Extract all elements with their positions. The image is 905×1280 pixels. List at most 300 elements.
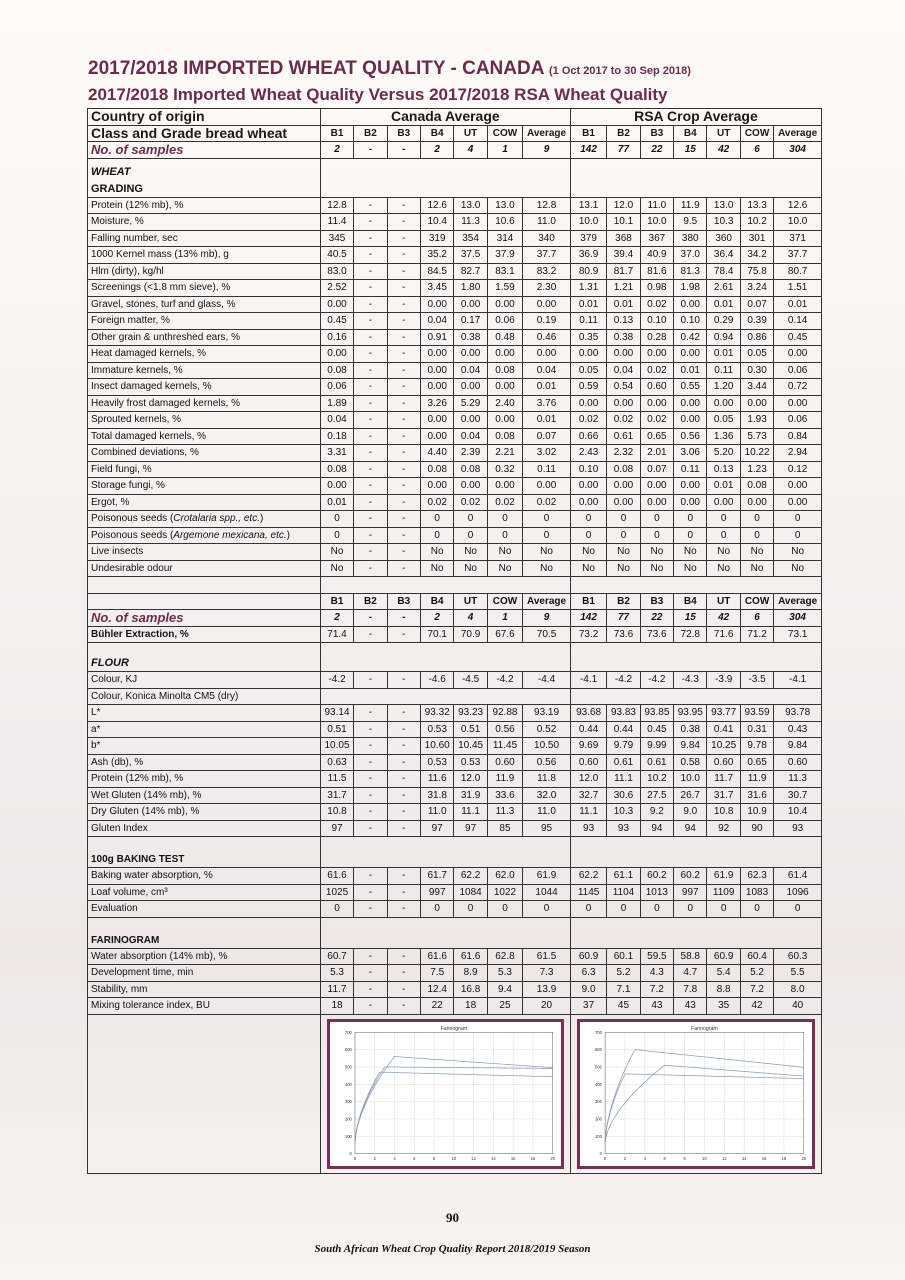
x-tick-label: 20 [550,1155,555,1161]
value-cell: 0.00 [607,478,640,495]
section-row [88,158,822,197]
value-cell: 0.06 [774,412,822,429]
value-cell: 0.46 [523,329,571,346]
value-cell: No [774,560,822,577]
value-cell: 0.00 [607,395,640,412]
column-header: B3 [640,593,673,610]
value-cell: 0 [320,511,353,528]
value-cell: 70.9 [454,626,487,643]
value-cell: - [387,527,420,544]
column-header: B1 [320,593,353,610]
value-cell: 35.2 [421,247,454,264]
value-cell: 40.9 [640,247,673,264]
value-cell: 11.1 [570,804,606,821]
value-cell: 11.7 [320,981,353,998]
value-cell: 62.8 [487,948,522,965]
y-tick-label: 100 [594,1133,602,1139]
value-cell: 0.00 [640,494,673,511]
value-cell: 0.02 [454,494,487,511]
label-species: Crotalaria spp., etc. [173,513,260,525]
value-cell: - [387,263,420,280]
chart-row [88,1014,822,1173]
value-cell: 61.6 [421,948,454,965]
value-cell: -4.5 [454,672,487,689]
value-cell: 1.31 [570,280,606,297]
x-tick-label: 14 [490,1155,496,1161]
value-cell: - [354,626,387,643]
value-cell: 37.7 [523,247,571,264]
data-row [88,965,822,982]
value-cell: 37.9 [487,247,522,264]
value-cell: 78.4 [707,263,740,280]
value-cell: 61.6 [454,948,487,965]
value-cell: 10.6 [487,214,522,231]
value-cell: 0.00 [523,346,571,363]
row-label: Ash (db), % [88,754,321,771]
value-cell: - [387,754,420,771]
value-cell: 7.2 [640,981,673,998]
value-cell: 36.4 [707,247,740,264]
value-cell: 0.05 [740,346,773,363]
value-cell: - [387,672,420,689]
row-label: Moisture, % [88,214,321,231]
row-label: Wet Gluten (14% mb), % [88,787,321,804]
value-cell: No [740,544,773,561]
y-tick-label: 500 [344,1064,352,1070]
value-cell: 0.53 [454,754,487,771]
value-cell: 95 [523,820,571,837]
data-row [88,412,822,429]
y-tick-label: 300 [594,1098,602,1104]
value-cell: 6.3 [570,965,606,982]
rsa-farinogram-chart [577,1019,815,1169]
column-header: B3 [387,125,420,142]
value-cell: 0.00 [640,395,673,412]
row-label: 1000 Kernel mass (13% mb), g [88,247,321,264]
row-label [88,511,321,528]
rsa-farinogram-chart-svg [580,1022,812,1166]
value-cell: 31.7 [707,787,740,804]
data-row [88,527,822,544]
value-cell: 93.85 [640,705,673,722]
value-cell: 360 [707,230,740,247]
y-tick-label: 400 [594,1081,602,1087]
value-cell: 1.51 [774,280,822,297]
value-cell: -4.6 [421,672,454,689]
value-cell: 0 [640,901,673,918]
x-tick-label: 0 [353,1155,356,1161]
value-cell: 0.01 [707,346,740,363]
value-cell: 37.0 [674,247,707,264]
value-cell: No [607,560,640,577]
data-row [88,461,822,478]
value-cell: 0.00 [707,395,740,412]
value-cell: 0.00 [607,494,640,511]
rsa-chart-cell [570,1014,821,1173]
sample-count: 22 [640,610,673,627]
value-cell: 0 [320,901,353,918]
value-cell: 11.3 [774,771,822,788]
value-cell: 0.38 [674,721,707,738]
value-cell: No [707,560,740,577]
value-cell: 10.0 [640,214,673,231]
data-row [88,346,822,363]
value-cell: 0 [774,901,822,918]
value-cell: 2.94 [774,445,822,462]
value-cell: 10.0 [570,214,606,231]
data-row [88,705,822,722]
sample-count: 1 [487,610,522,627]
sample-count: - [354,610,387,627]
value-cell: - [387,197,420,214]
value-cell: 0.01 [570,296,606,313]
value-cell: 0.00 [570,346,606,363]
value-cell: 0.00 [607,346,640,363]
value-cell: 0.06 [320,379,353,396]
column-header: B4 [674,593,707,610]
value-cell: 0.11 [570,313,606,330]
value-cell: 997 [674,884,707,901]
value-cell: 1.36 [707,428,740,445]
y-tick-label: 0 [349,1150,352,1156]
chart-title: Farinogram [690,1025,718,1032]
value-cell: 11.3 [487,804,522,821]
value-cell: 0.00 [487,346,522,363]
row-label: Total damaged kernels, % [88,428,321,445]
value-cell: 0.02 [607,412,640,429]
value-cell: 81.7 [607,263,640,280]
value-cell: 61.6 [320,868,353,885]
value-cell: 371 [774,230,822,247]
value-cell: 0.04 [454,428,487,445]
value-cell: 10.9 [740,804,773,821]
x-tick-label: 16 [761,1155,767,1161]
value-cell: 0.91 [421,329,454,346]
value-cell: 0.55 [674,379,707,396]
value-cell: 5.3 [320,965,353,982]
value-cell: 36.9 [570,247,606,264]
row-label: Falling number, sec [88,230,321,247]
value-cell: 2.61 [707,280,740,297]
value-cell: 31.6 [740,787,773,804]
value-cell: 8.8 [707,981,740,998]
value-cell: 0.07 [740,296,773,313]
value-cell: 9.79 [607,738,640,755]
value-cell: 7.2 [740,981,773,998]
value-cell: - [387,738,420,755]
value-cell: 30.7 [774,787,822,804]
row-label: Heavily frost damaged kernels, % [88,395,321,412]
value-cell: 0 [707,511,740,528]
value-cell: 81.3 [674,263,707,280]
value-cell: 0.11 [707,362,740,379]
value-cell: 368 [607,230,640,247]
value-cell: - [354,868,387,885]
value-cell: 0.00 [454,412,487,429]
sample-count: 304 [774,610,822,627]
value-cell: 97 [421,820,454,837]
value-cell: 10.05 [320,738,353,755]
row-label: Other grain & unthreshed ears, % [88,329,321,346]
value-cell: - [354,754,387,771]
value-cell: 0.00 [421,478,454,495]
row-label: Stability, mm [88,981,321,998]
data-row [88,948,822,965]
value-cell: 0.00 [487,379,522,396]
value-cell: - [387,494,420,511]
value-cell: 94 [674,820,707,837]
value-cell: - [387,560,420,577]
row-label: Storage fungi, % [88,478,321,495]
value-cell: 70.5 [523,626,571,643]
value-cell: 59.5 [640,948,673,965]
y-tick-label: 0 [599,1150,602,1156]
value-cell: 0.00 [740,494,773,511]
value-cell: - [354,494,387,511]
value-cell: - [354,884,387,901]
value-cell: 5.20 [707,445,740,462]
canada-farinogram-chart-svg [330,1022,561,1166]
value-cell: - [387,787,420,804]
data-row [88,672,822,689]
value-cell: 2.32 [607,445,640,462]
value-cell: 71.4 [320,626,353,643]
value-cell: 11.4 [320,214,353,231]
sample-count: 1 [487,142,522,159]
value-cell: 90 [740,820,773,837]
data-row [88,280,822,297]
value-cell: 0.53 [421,754,454,771]
value-cell: - [354,901,387,918]
value-cell: - [354,197,387,214]
sample-count: - [387,610,420,627]
value-cell: 0.01 [320,494,353,511]
column-header: Average [523,593,571,610]
value-cell: 314 [487,230,522,247]
data-row [88,395,822,412]
value-cell: 11.6 [421,771,454,788]
section-row [88,837,822,868]
wheat-section-label [88,158,321,197]
data-row [88,362,822,379]
value-cell: - [354,511,387,528]
value-cell: 13.3 [740,197,773,214]
value-cell: - [387,362,420,379]
value-cell: No [523,544,571,561]
value-cell: 2.01 [640,445,673,462]
value-cell: No [640,544,673,561]
value-cell: 43 [640,998,673,1015]
value-cell: 0.61 [640,754,673,771]
value-cell: 32.0 [523,787,571,804]
value-cell: 1022 [487,884,522,901]
column-header: B2 [607,125,640,142]
value-cell: 40.5 [320,247,353,264]
value-cell: 93.77 [707,705,740,722]
value-cell: 58.8 [674,948,707,965]
value-cell: 0.11 [523,461,571,478]
value-cell: - [354,280,387,297]
value-cell: 0.00 [421,296,454,313]
value-cell: 0.35 [570,329,606,346]
value-cell: 1.89 [320,395,353,412]
value-cell: 0 [740,901,773,918]
value-cell: - [354,313,387,330]
value-cell: 92 [707,820,740,837]
value-cell: - [354,214,387,231]
data-row [88,445,822,462]
value-cell: 60.9 [570,948,606,965]
value-cell: 0 [487,901,522,918]
column-header: B2 [354,125,387,142]
title-block [88,58,828,105]
value-cell: 0 [570,527,606,544]
value-cell: - [354,461,387,478]
value-cell: 13.0 [454,197,487,214]
value-cell: 0.08 [740,478,773,495]
label-text: Poisonous seeds ( [91,529,174,541]
value-cell: 0.00 [454,346,487,363]
value-cell: - [354,263,387,280]
value-cell: 0.00 [640,478,673,495]
value-cell: No [570,560,606,577]
value-cell: 84.5 [421,263,454,280]
value-cell: 10.1 [607,214,640,231]
value-cell: 0 [454,511,487,528]
value-cell: 12.0 [454,771,487,788]
value-cell: - [387,820,420,837]
blank-cell [320,837,570,868]
value-cell: - [354,787,387,804]
value-cell: 2.39 [454,445,487,462]
report-title: South African Wheat Crop Quality Report 2018/2019 Season [314,1243,591,1255]
value-cell: 0.01 [523,412,571,429]
value-cell: 0.60 [640,379,673,396]
value-cell: 93.23 [454,705,487,722]
value-cell: 0.84 [774,428,822,445]
sample-count: 6 [740,610,773,627]
value-cell: 0.00 [674,412,707,429]
value-cell: 83.2 [523,263,571,280]
value-cell: 3.06 [674,445,707,462]
value-cell: 70.1 [421,626,454,643]
value-cell: 0.00 [774,494,822,511]
value-cell: 37.5 [454,247,487,264]
x-tick-label: 10 [701,1155,707,1161]
value-cell: 9.84 [674,738,707,755]
sample-count: 2 [421,610,454,627]
value-cell: No [523,560,571,577]
value-cell: 0 [674,901,707,918]
value-cell: -4.2 [487,672,522,689]
sample-count: 4 [454,610,487,627]
data-row [88,804,822,821]
value-cell: 0.00 [421,362,454,379]
value-cell: 97 [320,820,353,837]
x-tick-label: 6 [412,1155,416,1161]
value-cell: 10.22 [740,445,773,462]
value-cell: 73.6 [640,626,673,643]
value-cell: 0.04 [454,362,487,379]
value-cell: 1096 [774,884,822,901]
value-cell: 31.9 [454,787,487,804]
y-tick-label: 500 [594,1064,602,1069]
label-text: ) [260,513,264,525]
value-cell: 301 [740,230,773,247]
value-cell: 27.5 [640,787,673,804]
value-cell: 9.0 [674,804,707,821]
value-cell: 11.0 [523,804,571,821]
row-label: Field fungi, % [88,461,321,478]
value-cell: 0.38 [607,329,640,346]
value-cell: - [354,329,387,346]
value-cell: 20 [523,998,571,1015]
row-label: Immature kernels, % [88,362,321,379]
blank-cell [320,158,570,197]
data-row [88,771,822,788]
row-label: Mixing tolerance index, BU [88,998,321,1015]
canada-group-header: Canada Average [320,109,570,126]
value-cell: 11.7 [707,771,740,788]
value-cell: 0.00 [570,395,606,412]
value-cell: 93 [774,820,822,837]
value-cell: 10.4 [421,214,454,231]
value-cell: 0.31 [740,721,773,738]
value-cell: 0.00 [454,478,487,495]
value-cell: 0 [523,511,571,528]
value-cell: 0 [640,527,673,544]
value-cell: 5.5 [774,965,822,982]
value-cell: 4.3 [640,965,673,982]
value-cell: 0.45 [320,313,353,330]
value-cell: 0.00 [523,478,571,495]
value-cell: 10.50 [523,738,571,755]
samples-row [88,142,822,159]
value-cell: 0.61 [607,428,640,445]
x-tick-label: 18 [781,1155,787,1161]
buhler-label: Bühler Extraction, % [88,626,321,643]
value-cell: 60.9 [707,948,740,965]
canada-chart-cell [320,1014,570,1173]
column-header: B2 [354,593,387,610]
value-cell: 26.7 [674,787,707,804]
value-cell: -4.3 [674,672,707,689]
value-cell: 60.1 [607,948,640,965]
value-cell: 0.12 [774,461,822,478]
value-cell: 1.59 [487,280,522,297]
column-header: B3 [640,125,673,142]
value-cell: 62.0 [487,868,522,885]
value-cell: - [387,313,420,330]
value-cell: 0.61 [607,754,640,771]
blank-cell [570,577,821,594]
value-cell: 11.9 [740,771,773,788]
row-label: Colour, KJ [88,672,321,689]
column-header: B1 [570,125,606,142]
data-row [88,560,822,577]
value-cell: 0 [570,511,606,528]
value-cell: 62.2 [570,868,606,885]
y-tick-label: 200 [344,1116,352,1122]
blank-cell [320,688,570,705]
x-tick-label: 8 [432,1155,436,1161]
value-cell: 0.00 [674,395,707,412]
row-label: Evaluation [88,901,321,918]
value-cell: 0 [487,511,522,528]
value-cell: - [387,771,420,788]
value-cell: 0.65 [640,428,673,445]
value-cell: 3.76 [523,395,571,412]
